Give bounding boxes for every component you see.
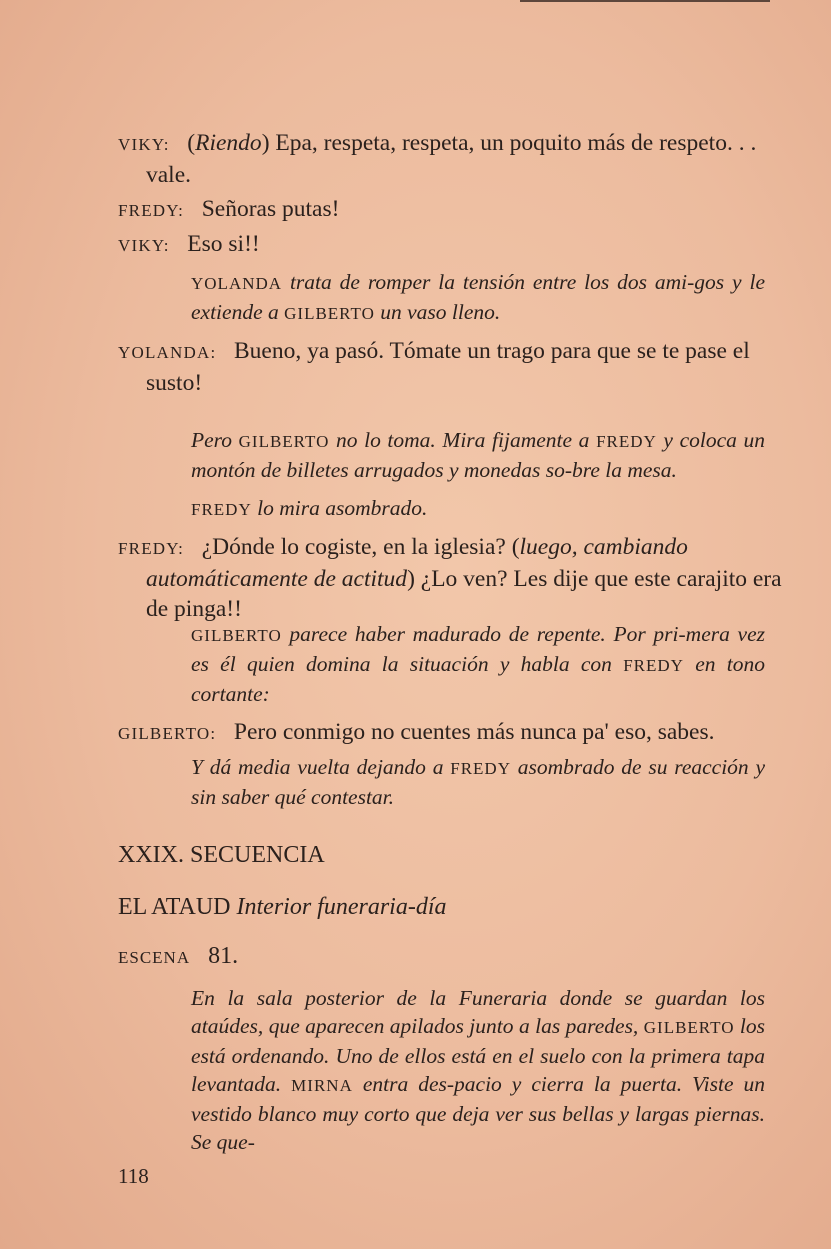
sequence-heading: XXIX. SECUENCIA xyxy=(118,842,325,868)
location-heading xyxy=(118,894,447,921)
location-subtitle: Interior funeraria-día xyxy=(236,894,447,920)
scene-label: ESCENA xyxy=(118,948,191,967)
dialogue-fredy-1 xyxy=(118,194,792,226)
dialogue-gilberto-1 xyxy=(118,717,792,749)
stage-direction-5: Y dá media vuelta dejando a FREDY asombrado de su reacción y sin saber qué contestar. xyxy=(191,755,765,809)
dialogue-viky-2 xyxy=(118,229,792,261)
character-name: YOLANDA xyxy=(191,274,283,293)
speaker-label: GILBERTO: xyxy=(118,724,217,743)
dialogue-viky-1: VIKY: (Riendo) Epa, respeta, respeta, un poquito más de respeto. . . vale. xyxy=(118,130,757,188)
scene-number: 81. xyxy=(208,943,239,969)
character-name: FREDY xyxy=(450,759,511,778)
stage-direction-1: YOLANDA trata de romper la tensión entre los dos ami-gos y le extiende a GILBERTO un vaso lleno. xyxy=(191,270,766,324)
character-name: FREDY xyxy=(623,656,684,675)
speaker-label: VIKY: xyxy=(118,135,170,154)
scene-heading xyxy=(118,943,238,970)
dialogue-fredy-2 xyxy=(118,532,792,624)
character-name: GILBERTO xyxy=(191,626,282,645)
speaker-label: VIKY: xyxy=(118,236,170,255)
dialogue-text: Epa, respeta, respeta, un poquito más de respeto. . . vale. xyxy=(146,130,757,188)
dialogue-text: ) ¿Lo ven? Les dije que este carajito era de pinga!! xyxy=(146,566,782,622)
stage-direction-6: En la sala posterior de la Funeraria donde se guardan los ataúdes, que aparecen apilados junto a las paredes, GILBERTO los está ordenando. Uno de ellos está en el suelo con la primera tapa levantada. MIRNA entra des-pacio y cierra la puerta. Viste un vestido blanco muy corto que deja ver sus bellas y largas piernas. Se que- xyxy=(191,986,765,1154)
character-name: FREDY xyxy=(596,432,657,451)
page-number: 118 xyxy=(118,1164,149,1188)
stage-direction-3: FREDY lo mira asombrado. xyxy=(191,496,428,520)
character-name: GILBERTO xyxy=(284,304,375,323)
speaker-label: FREDY: xyxy=(118,539,185,558)
dialogue-text: Pero conmigo no cuentes más nunca pa' eso, sabes. xyxy=(233,719,715,745)
character-name: MIRNA xyxy=(291,1076,353,1095)
stage-direction-4: GILBERTO parece haber madurado de repente. Por pri-mera vez es él quien domina la situación y habla con FREDY en tono cortante: xyxy=(191,622,766,706)
stage-direction-2: Pero GILBERTO no lo toma. Mira fijamente a FREDY y coloca un montón de billetes arrugados y monedas so-bre la mesa. xyxy=(191,428,766,482)
dialogue-text: Eso si!! xyxy=(187,231,260,257)
dialogue-text: Señoras putas! xyxy=(201,196,340,222)
speaker-label: FREDY: xyxy=(118,201,185,220)
dialogue-text: ¿Dónde lo cogiste, en la iglesia? ( xyxy=(201,534,520,560)
location-title: EL ATAUD xyxy=(118,894,231,920)
parenthetical: luego, cambiando automáticamente de actitud xyxy=(146,534,688,592)
character-name: GILBERTO xyxy=(238,432,330,451)
character-name: GILBERTO xyxy=(643,1018,735,1037)
dialogue-text: Bueno, ya pasó. Tómate un trago para que se te pase el susto! xyxy=(146,338,750,396)
character-name: FREDY xyxy=(191,500,252,519)
speaker-label: YOLANDA: xyxy=(118,343,217,362)
dialogue-yolanda-1 xyxy=(118,336,792,398)
page-top-rule xyxy=(520,0,770,2)
parenthetical: Riendo xyxy=(195,130,262,156)
